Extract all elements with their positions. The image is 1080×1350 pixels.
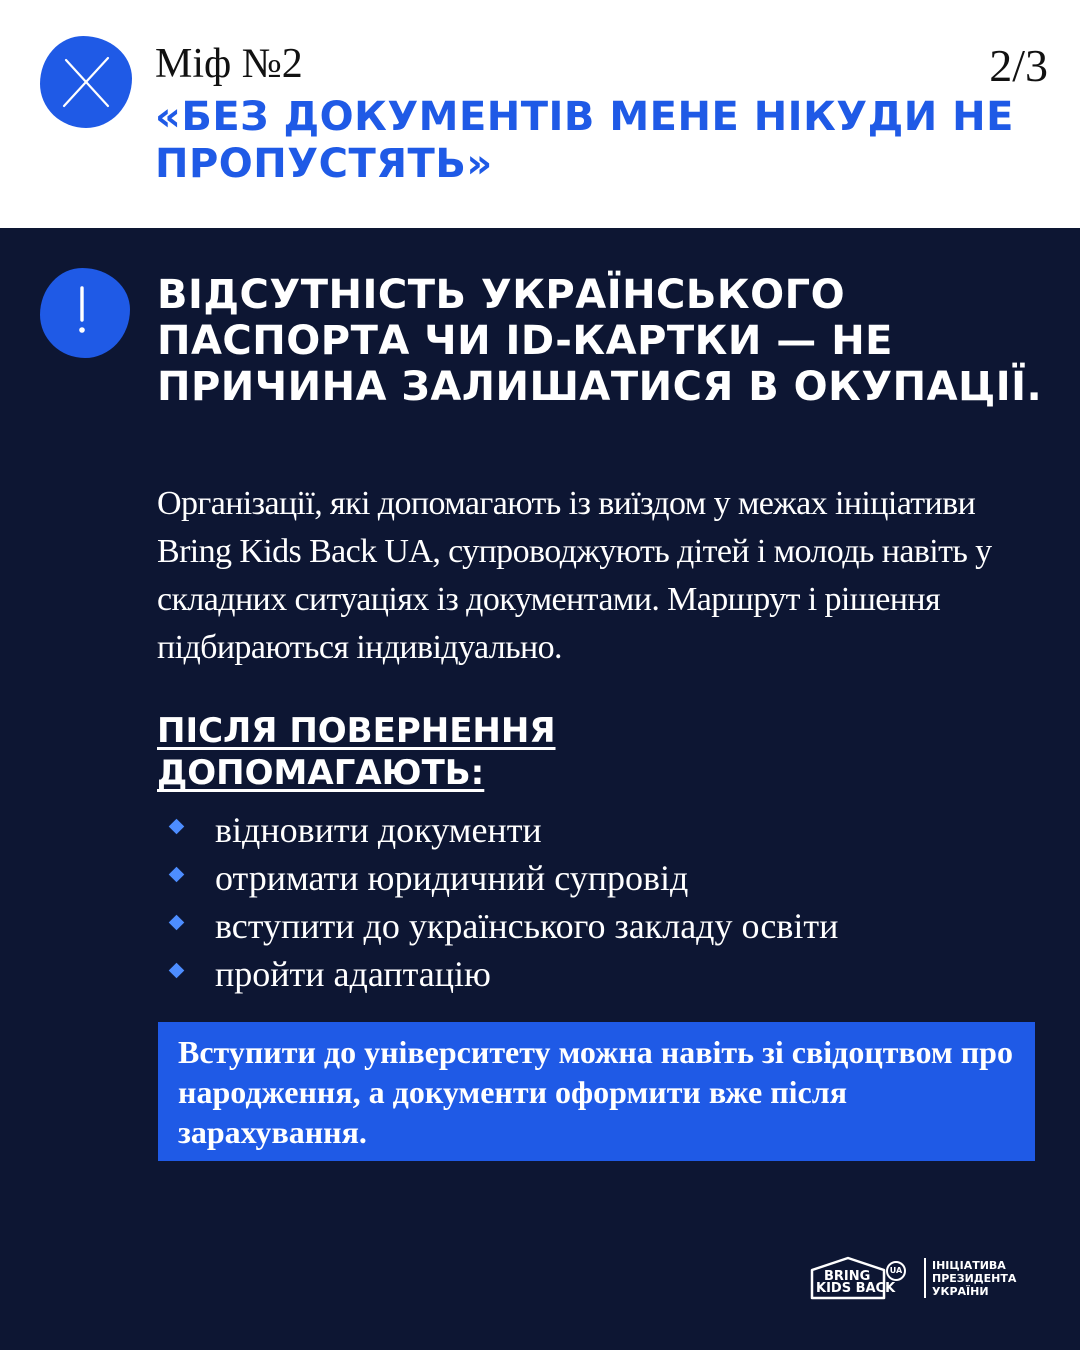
list-item — [165, 950, 1045, 998]
myth-quote: «БЕЗ ДОКУМЕНТІВ МЕНЕ НІКУДИ НЕ ПРОПУСТЯТЬ» — [155, 94, 1014, 187]
list-item-text: вступити до українського закладу освіти — [215, 906, 839, 946]
diamond-bullet-icon — [169, 963, 185, 979]
logo-word-kids-back: KIDS BACK — [816, 1281, 896, 1296]
myth-label: Міф №2 — [155, 41, 303, 87]
note-text: Вступити до університету можна навіть зі свідоцтвом про народження, а документи оформити вже після зарахування. — [178, 1034, 1013, 1150]
list-item — [165, 806, 1045, 854]
list-item — [165, 902, 1045, 950]
exclamation-icon — [40, 268, 130, 358]
diamond-bullet-icon — [169, 915, 185, 931]
main-headline: ВІДСУТНІСТЬ УКРАЇНСЬКОГО ПАСПОРТА ЧИ ID-КАРТКИ — НЕ ПРИЧИНА ЗАЛИШАТИСЯ В ОКУПАЦІЇ. — [157, 272, 1043, 410]
after-return-title: ПІСЛЯ ПОВЕРНЕННЯ ДОПОМАГАЮТЬ: — [157, 711, 556, 793]
initiative-line: УКРАЇНИ — [932, 1285, 989, 1298]
list-item-text: отримати юридичний супровід — [215, 858, 689, 898]
list-item-text: пройти адаптацію — [215, 954, 491, 994]
diamond-bullet-icon — [169, 819, 185, 835]
president-initiative-text — [932, 1259, 1052, 1298]
bring-kids-back-logo — [808, 1256, 910, 1300]
body-paragraph: Організації, які допомагають із виїздом у межах ініціативи Bring Kids Back UA, супроводжують дітей і молодь навіть у складних ситуаціях із документами. Маршрут і рішення підбираються індивідуально. — [157, 485, 992, 666]
initiative-line: ІНІЦІАТИВА — [932, 1259, 1006, 1272]
list-item-text: відновити документи — [215, 810, 542, 850]
logo-ua-badge: UA — [886, 1261, 906, 1281]
cross-icon — [40, 36, 132, 128]
logo-divider — [924, 1258, 926, 1298]
note-box — [158, 1022, 1035, 1161]
diamond-bullet-icon — [169, 867, 185, 883]
page-indicator: 2/3 — [989, 40, 1048, 91]
header-panel — [0, 0, 1080, 228]
initiative-line: ПРЕЗИДЕНТА — [932, 1272, 1017, 1285]
logo-word-bring: BRING — [824, 1269, 871, 1284]
footer-logo — [808, 1254, 1048, 1304]
help-list — [165, 806, 1045, 998]
list-item — [165, 854, 1045, 902]
